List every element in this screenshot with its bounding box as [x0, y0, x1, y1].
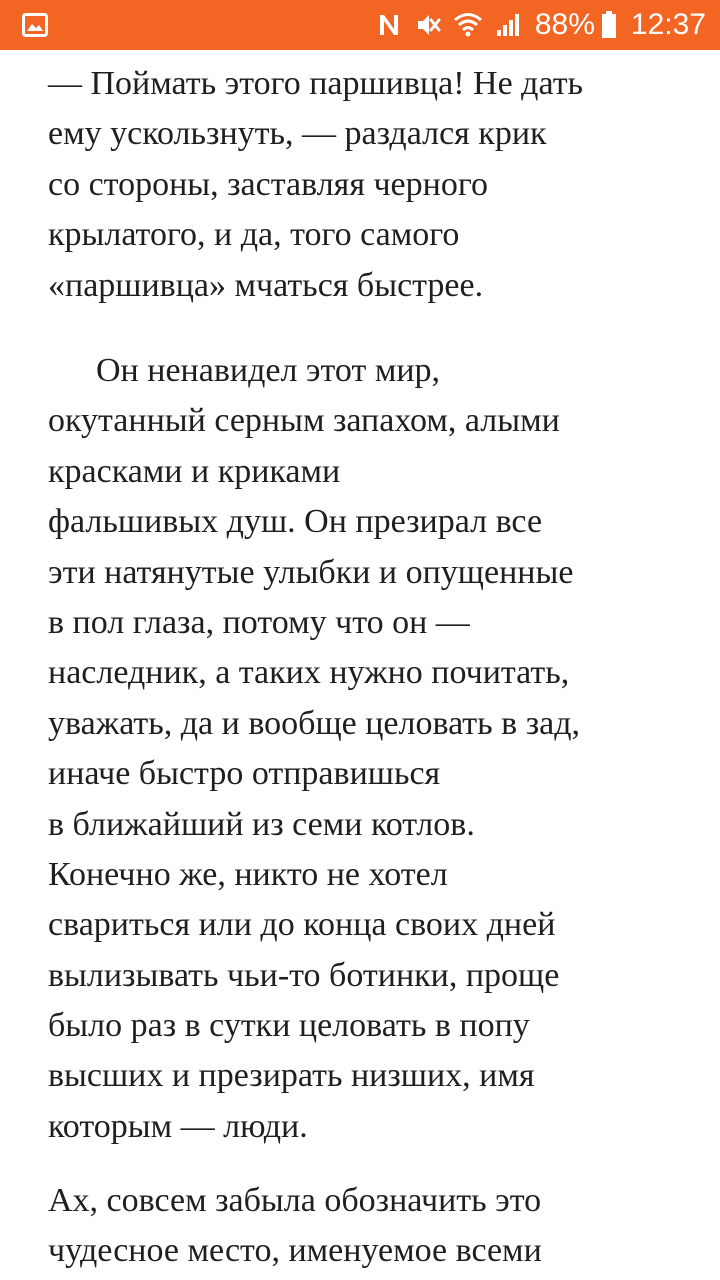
- text-line: в пол глаза, потому что он —: [48, 603, 470, 641]
- text-line: — Поймать этого паршивца! Не дать: [48, 65, 584, 102]
- text-line: Ах, совсем забыла обозначить это: [48, 1182, 542, 1219]
- text-line: Конечно же, никто не хотел: [48, 855, 448, 893]
- nfc-icon: [377, 12, 403, 38]
- reader-page[interactable]: [0, 50, 720, 1280]
- text-line: уважать, да и вообще целовать в зад,: [48, 704, 581, 742]
- paragraph: [48, 346, 688, 1152]
- text-line: иначе быстро отправишься: [48, 755, 441, 793]
- text-line: фальшивых душ. Он презирал все: [48, 503, 543, 541]
- status-bar: [0, 0, 720, 50]
- text-line: наследник, а таких нужно почитать,: [48, 654, 570, 692]
- battery-percent: 88%: [534, 8, 595, 41]
- text-line: «паршивца» мчаться быстрее.: [48, 266, 484, 304]
- battery-icon: [601, 11, 617, 39]
- text-line: ему ускользнуть, — раздался крик: [48, 115, 547, 153]
- signal-icon: [495, 12, 523, 38]
- text-line: красками и криками: [48, 452, 341, 490]
- paragraph: [48, 1176, 688, 1277]
- gallery-icon: [22, 13, 48, 37]
- text-line: со стороны, заставляя черного: [48, 165, 488, 203]
- text-line: вылизывать чьи-то ботинки, проще: [48, 956, 560, 994]
- text-line: было раз в сутки целовать в попу: [48, 1007, 530, 1045]
- text-line: высших и презирать низших, имя: [48, 1057, 535, 1095]
- text-line: которым — люди.: [48, 1107, 308, 1145]
- text-line: в ближайший из семи котлов.: [48, 805, 475, 843]
- paragraph: [48, 59, 688, 311]
- mute-icon: [415, 12, 441, 38]
- text-line: крылатого, и да, того самого: [48, 216, 460, 254]
- text-line: свариться или до конца своих дней: [48, 906, 556, 944]
- text-line: Он ненавидел этот мир,: [96, 352, 441, 389]
- wifi-icon: [453, 12, 483, 38]
- text-line: окутанный серным запахом, алыми: [48, 402, 560, 440]
- text-line: эти натянутые улыбки и опущенные: [48, 553, 574, 591]
- text-line: чудесное место, именуемое всеми: [48, 1232, 542, 1270]
- clock: 12:37: [630, 8, 706, 41]
